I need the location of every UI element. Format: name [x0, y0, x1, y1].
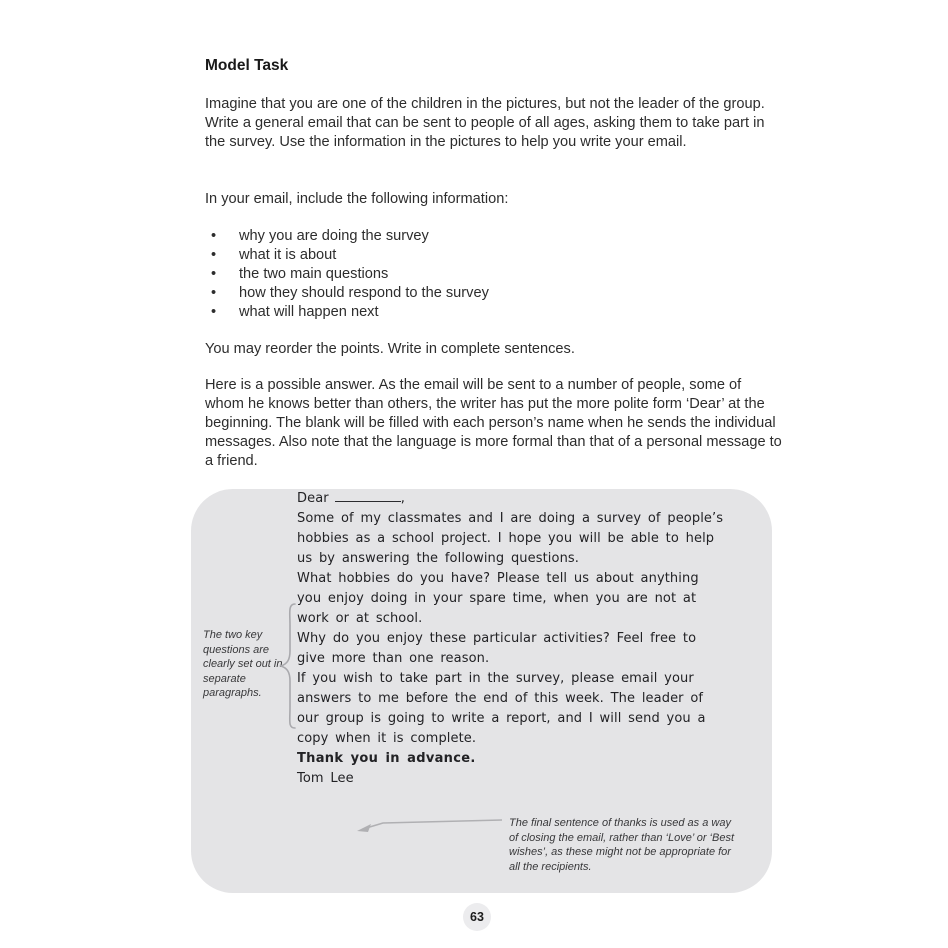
model-email-box	[191, 489, 772, 893]
salutation-comma: ,	[400, 491, 405, 506]
salutation-word: Dear	[297, 491, 329, 506]
annotation-key-questions: The two key questions are clearly set out in separate paragraphs.	[203, 629, 283, 699]
email-thanks: Thank you in advance.	[297, 751, 476, 766]
bullet-text: the two main questions	[239, 266, 389, 282]
answer-paragraph: Here is a possible answer. As the email will be sent to a number of people, some of whom he knows better than others, the writer has put the more polite form ‘Dear’ at the beginning. The blank will be filled with each person’s name when he sends the individual messages. Also note that the language is more formal than that of a personal message to a friend.	[205, 377, 782, 469]
brace-icon	[279, 602, 297, 730]
bullet-icon: •	[211, 285, 217, 301]
bullet-icon: •	[211, 304, 217, 320]
list-item	[205, 246, 783, 265]
bullet-text: what it is about	[239, 247, 337, 263]
email-body	[297, 489, 725, 789]
intro-paragraph: Imagine that you are one of the children in the pictures, but not the leader of the group. Write a general email that can be sent to people of all ages, asking them to take part in the survey. Use the information in the pictures to help you write your email.	[205, 96, 765, 150]
list-item	[205, 265, 783, 284]
bullet-text: what will happen next	[239, 304, 379, 320]
reorder-instruction: You may reorder the points. Write in complete sentences.	[205, 341, 575, 357]
annotation-final-sentence: The final sentence of thanks is used as a way of closing the email, rather than ‘Love’ or ‘Best wishes’, as these might not be appropriate for all the recipients.	[509, 817, 735, 873]
page-number-badge: 63	[463, 903, 491, 931]
page-title: Model Task	[205, 57, 289, 74]
email-question-2: Why do you enjoy these particular activities? Feel free to give more than one reason.	[297, 631, 697, 666]
email-paragraph-closing: If you wish to take part in the survey, please email your answers to me before the end of this week. The leader of our group is going to write a report, and I will send you a copy when it is complete.	[297, 671, 706, 746]
list-item	[205, 284, 783, 303]
include-instruction: In your email, include the following information:	[205, 191, 509, 207]
email-signature: Tom Lee	[297, 771, 354, 786]
email-question-1: What hobbies do you have? Please tell us about anything you enjoy doing in your spare time, when you are not at work or at school.	[297, 571, 699, 626]
email-paragraph-intro: Some of my classmates and I are doing a survey of people’s hobbies as a school project. I hope you will be able to help us by answering the following questions.	[297, 511, 724, 566]
annotation-arrow-icon	[349, 814, 504, 838]
bullet-text: why you are doing the survey	[239, 228, 429, 244]
bullet-text: how they should respond to the survey	[239, 285, 489, 301]
list-item	[205, 227, 783, 246]
name-blank	[335, 489, 401, 502]
bullet-list	[205, 227, 783, 322]
bullet-icon: •	[211, 228, 217, 244]
list-item	[205, 303, 783, 322]
bullet-icon: •	[211, 247, 217, 263]
bullet-icon: •	[211, 266, 217, 282]
email-salutation	[297, 489, 725, 509]
